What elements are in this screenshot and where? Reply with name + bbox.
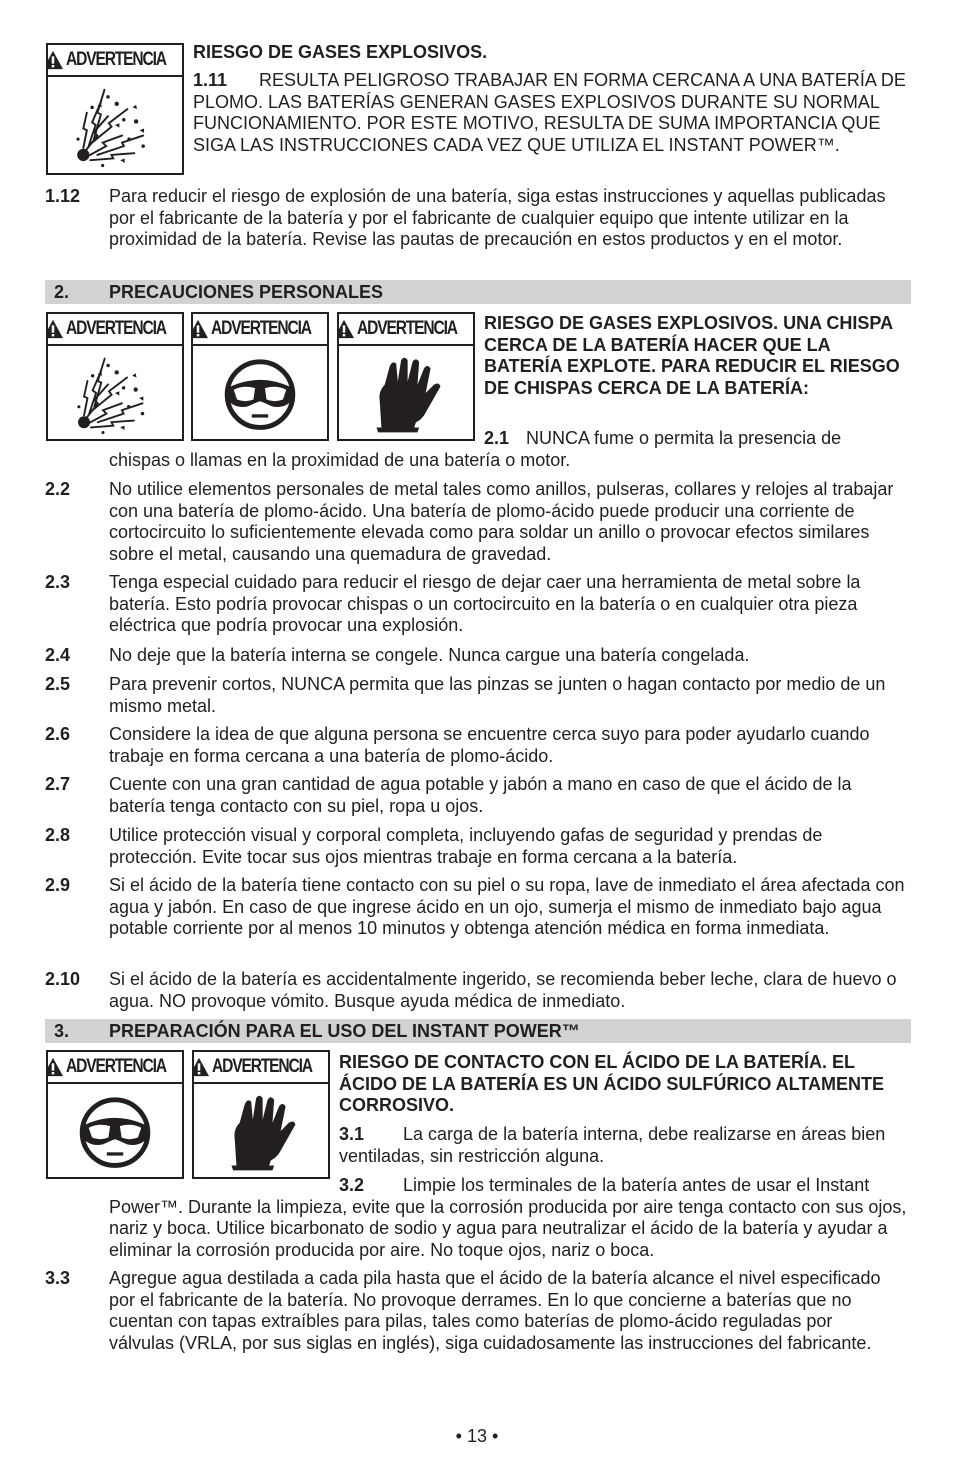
page-number: • 13 • — [455, 1426, 499, 1446]
item-number: 2.5 — [45, 674, 71, 694]
warning-sign-explosion — [46, 43, 184, 175]
item-text: Tenga especial cuidado para reducir el riesgo de dejar caer una herramienta de metal sobre la batería. Esto podría provocar chispas o un cortocircuito en la batería o en cualquier otra pieza eléctrica que podría provocar una explosión. — [109, 572, 861, 636]
item-text: Considere la idea de que alguna persona se encuentre cerca suyo para poder ayudarlo cuando trabaje en forma cercana a una batería de plomo-ácido. — [109, 724, 870, 766]
warning-triangle-icon — [193, 319, 209, 339]
item-number: 2.2 — [45, 479, 71, 499]
item-text: Si el ácido de la batería es accidentalmente ingerido, se recomienda beber leche, clara de huevo o agua. NO provoque vómito. Busque ayuda médica de inmediato. — [109, 969, 897, 1011]
item-3-2 — [109, 1175, 909, 1261]
warning-triangle-icon — [339, 319, 355, 339]
item-number: 3.2 — [339, 1175, 365, 1195]
item-number: 2.1 — [484, 428, 510, 448]
item-text: No utilice elementos personales de metal tales como anillos, pulseras, collares y relojes al trabajar con una batería de plomo-ácido. Una batería de plomo-ácido puede producir una corriente de cortocircuito lo suficientemente elevada como para soldar un anillo o provocar efectos similares sobre el metal, causando una quemadura de gravedad. — [109, 479, 894, 564]
section-title: PREPARACIÓN PARA EL USO DEL INSTANT POWER™ — [109, 1021, 580, 1041]
item-text: Cuente con una gran cantidad de agua potable y jabón a mano en caso de que el ácido de la batería tenga contacto con su piel, ropa u ojos. — [109, 774, 852, 816]
explosion-icon — [71, 81, 159, 169]
section-3-header — [45, 1019, 911, 1043]
item-number: 1.12 — [45, 186, 81, 206]
item-text: NUNCA fume o permita la presencia de chispas o llamas en la proximidad de una batería o motor. — [109, 428, 842, 470]
section-3-warning: RIESGO DE CONTACTO CON EL ÁCIDO DE LA BATERÍA. EL ÁCIDO DE LA BATERÍA ES UN ÁCIDO SULFÚRICO ALTAMENTE CORROSIVO. — [339, 1052, 884, 1116]
section-number: 2. — [54, 282, 70, 302]
section-2-header — [45, 280, 911, 304]
glove-icon — [365, 352, 447, 434]
item-number: 2.9 — [45, 875, 71, 895]
section-2-warning: RIESGO DE GASES EXPLOSIVOS. UNA CHISPA CERCA DE LA BATERÍA HACER QUE LA BATERÍA EXPLOTE. PARA REDUCIR EL RIESGO DE CHISPAS CERCA DE LA BATERÍA: — [484, 313, 900, 398]
sign-label: ADVERTENCIA — [66, 318, 166, 339]
intro-title: RIESGO DE GASES EXPLOSIVOS. — [193, 42, 488, 62]
item-3-1 — [339, 1124, 911, 1167]
warning-triangle-icon — [194, 1057, 210, 1077]
item-number: 3.3 — [45, 1268, 71, 1288]
item-number: 2.6 — [45, 724, 71, 744]
sign-label: ADVERTENCIA — [66, 49, 166, 70]
glove-icon — [220, 1090, 302, 1172]
item-text: Si el ácido de la batería tiene contacto con su piel o su ropa, lave de inmediato el área afectada con agua y jabón. En caso de que ingrese ácido en un ojo, sumerja el mismo de inmediato bajo agua potable corriente por al menos 10 minutos y obtenga atención médica en forma inmediata. — [109, 875, 905, 939]
sign-label: ADVERTENCIA — [211, 318, 311, 339]
goggles-icon — [74, 1090, 156, 1172]
item-text: Limpie los terminales de la batería antes de usar el Instant Power™. Durante la limpieza, evite que la corrosión producida por aire tenga contacto con sus ojos, nariz y boca. Utilice bicarbonato de sodio y agua para neutralizar el ácido de la batería y ayudar a eliminar la corrosión producida por aire. No toque ojos, nariz o boca. — [109, 1175, 907, 1260]
item-number: 1.11 — [193, 70, 228, 90]
item-number: 2.10 — [45, 969, 81, 989]
item-text: Para reducir el riesgo de explosión de una batería, siga estas instrucciones y aquellas publicadas por el fabricante de la batería y por el fabricante de cualquier equipo que intente utilizar en la proximidad de la batería. Revise las pautas de precaución en estos productos y en el motor. — [109, 186, 886, 250]
item-number: 3.1 — [339, 1124, 365, 1144]
sign-header — [48, 45, 182, 77]
warning-triangle-icon — [48, 50, 64, 70]
item-2-1 — [109, 428, 899, 471]
warning-sign-goggles — [46, 1050, 184, 1179]
item-text: Para prevenir cortos, NUNCA permita que las pinzas se junten o hagan contacto por medio de un mismo metal. — [109, 674, 886, 716]
sign-label: ADVERTENCIA — [212, 1056, 312, 1077]
item-text: RESULTA PELIGROSO TRABAJAR EN FORMA CERCANA A UNA BATERÍA DE PLOMO. LAS BATERÍAS GENERAN GASES EXPLOSIVOS DURANTE SU NORMAL FUNCIONAMIENTO. POR ESTE MOTIVO, RESULTA DE SUMA IMPORTANCIA QUE SIGA LAS INSTRUCCIONES CADA VEZ QUE UTILIZA EL INSTANT POWER™. — [193, 70, 906, 155]
warning-triangle-icon — [48, 319, 64, 339]
warning-sign-goggles — [191, 312, 329, 441]
item-number: 2.4 — [45, 645, 71, 665]
item-text: Utilice protección visual y corporal completa, incluyendo gafas de seguridad y prendas de protección. Evite tocar sus ojos mientras trabaje en forma cercana a la batería. — [109, 825, 823, 867]
goggles-icon — [219, 352, 301, 434]
explosion-icon — [72, 350, 158, 436]
section-number: 3. — [54, 1021, 70, 1041]
item-text: Agregue agua destilada a cada pila hasta que el ácido de la batería alcance el nivel especificado por el fabricante de la batería. No provoque derrames. En lo que concierne a baterías que no cuentan con tapas extraíbles para pilas, tales como baterías de plomo-ácido reguladas por válvulas (VRLA, por sus siglas en inglés), siga cuidadosamente las instrucciones del fabricante. — [109, 1268, 881, 1353]
warning-triangle-icon — [48, 1057, 64, 1077]
warning-sign-glove — [192, 1050, 330, 1179]
sign-label: ADVERTENCIA — [357, 318, 457, 339]
item-number: 2.3 — [45, 572, 71, 592]
section-title: PRECAUCIONES PERSONALES — [109, 282, 384, 302]
warning-sign-glove — [337, 312, 475, 441]
item-text: La carga de la batería interna, debe realizarse en áreas bien ventiladas, sin restricción alguna. — [339, 1124, 886, 1166]
item-number: 2.7 — [45, 774, 71, 794]
item-number: 2.8 — [45, 825, 71, 845]
item-text: No deje que la batería interna se congele. Nunca cargue una batería congelada. — [109, 645, 750, 665]
sign-label: ADVERTENCIA — [66, 1056, 166, 1077]
intro-paragraph — [193, 70, 913, 156]
warning-sign-explosion — [46, 312, 184, 441]
